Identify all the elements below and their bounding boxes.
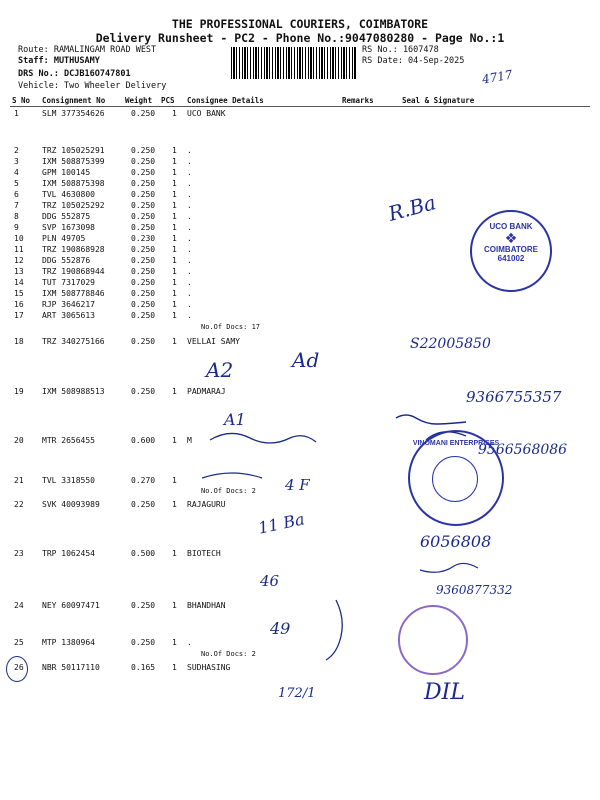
table-row: 13 TRZ 190868944 0.250 1 . (14, 267, 192, 276)
table-row: 8 DDG 552875 0.250 1 . (14, 212, 192, 221)
docs-count-note: No.Of Docs: 2 (201, 487, 256, 495)
handwritten-scribbles (196, 410, 556, 670)
col-consignment: Consignment No (42, 96, 106, 105)
rs-date: RS Date: 04-Sep-2025 (362, 56, 465, 66)
table-row: 6 TVL 4630800 0.250 1 . (14, 190, 192, 199)
table-row: 24 NEY 60097471 0.250 1 BHANDHAN (14, 601, 226, 610)
handwritten-note: A1 (224, 410, 246, 429)
table-row: 10 PLN 49705 0.230 1 . (14, 234, 192, 243)
table-row: 20 MTR 2656455 0.600 1 M (14, 436, 192, 445)
table-row: 18 TRZ 340275166 0.250 1 VELLAI SAMY (14, 337, 240, 346)
table-row: 3 IXM 508875399 0.250 1 . (14, 157, 192, 166)
handwritten-phone: 6056808 (420, 532, 492, 551)
handwritten-phone: S22005850 (410, 336, 491, 352)
table-row: 2 TRZ 105025291 0.250 1 . (14, 146, 192, 155)
handwritten-note: 49 (270, 619, 291, 638)
table-row: 16 RJP 3646217 0.250 1 . (14, 300, 192, 309)
table-row: 14 TUT 7317029 0.250 1 . (14, 278, 192, 287)
col-pcs: PCS (161, 96, 175, 105)
table-row: 25 MTP 1380964 0.250 1 . (14, 638, 192, 647)
col-weight: Weight (125, 96, 153, 105)
drs-number: DRS No.: DCJB16O747801 (18, 69, 131, 79)
col-sno: S No (12, 96, 31, 105)
col-remarks: Remarks (342, 96, 374, 105)
table-row: 4 GPM 100145 0.250 1 . (14, 168, 192, 177)
table-row: 12 DDG 552876 0.250 1 . (14, 256, 192, 265)
handwritten-note: 11 Ba (256, 509, 307, 538)
table-row: 15 IXM 508778846 0.250 1 . (14, 289, 192, 298)
table-row: 26 NBR 50117110 0.165 1 SUDHASING (14, 663, 231, 672)
handwritten-signature: R.Ba (385, 190, 439, 226)
handwritten-corner-note: 4717 (481, 67, 514, 87)
table-row: 9 SVP 1673098 0.250 1 . (14, 223, 192, 232)
table-row: 22 SVK 40093989 0.250 1 RAJAGURU (14, 500, 226, 509)
table-row: 7 TRZ 105025292 0.250 1 . (14, 201, 192, 210)
docs-count-note: No.Of Docs: 2 (201, 650, 256, 658)
handwritten-note: A2 (206, 358, 234, 382)
table-row: 1 SLM 377354626 0.250 1 UCO BANK (14, 109, 226, 118)
circled-row-mark (6, 656, 28, 682)
handwritten-note: 4 F (285, 476, 310, 494)
handwritten-signature: Ad (292, 348, 320, 372)
barcode (231, 47, 356, 79)
handwritten-phone: 9366755357 (466, 388, 562, 406)
round-seal (398, 605, 468, 675)
handwritten-phone: 9360877332 (436, 583, 513, 597)
table-row: 11 TRZ 190868928 0.250 1 . (14, 245, 192, 254)
uco-bank-stamp: UCO BANK ❖ COIMBATORE 641002 (470, 210, 552, 292)
vinomani-enterprises-stamp: VINOMANI ENTERPRISES (408, 430, 504, 526)
table-row: 5 IXM 508875398 0.250 1 . (14, 179, 192, 188)
table-row: 23 TRP 1062454 0.500 1 BIOTECH (14, 549, 221, 558)
col-consignee: Consignee Details (187, 96, 264, 105)
table-row: 17 ART 3065613 0.250 1 . (14, 311, 192, 320)
handwritten-note: 172/1 (278, 686, 316, 701)
rs-number: RS No.: 1607478 (362, 45, 439, 55)
uco-logo-icon: ❖ (504, 230, 518, 246)
table-row: 21 TVL 3318550 0.270 1 (14, 476, 177, 485)
vehicle: Vehicle: Two Wheeler Delivery (18, 81, 167, 91)
staff: Staff: MUTHUSAMY (18, 56, 100, 66)
header-divider (10, 106, 590, 107)
runsheet-title: Delivery Runsheet - PC2 - Phone No.:9047080280 - Page No.:1 (95, 31, 505, 45)
docs-count-note: No.Of Docs: 17 (201, 323, 261, 331)
col-seal: Seal & Signature (402, 96, 475, 105)
route: Route: RAMALINGAM ROAD WEST (18, 45, 157, 55)
handwritten-note: 46 (260, 572, 280, 590)
handwritten-signature: DIL (424, 680, 465, 705)
table-row: 19 IXM 508988513 0.250 1 PADMARAJ (14, 387, 226, 396)
company-title: THE PROFESSIONAL COURIERS, COIMBATORE (171, 17, 429, 31)
handwritten-phone: 9566568086 (478, 442, 568, 458)
